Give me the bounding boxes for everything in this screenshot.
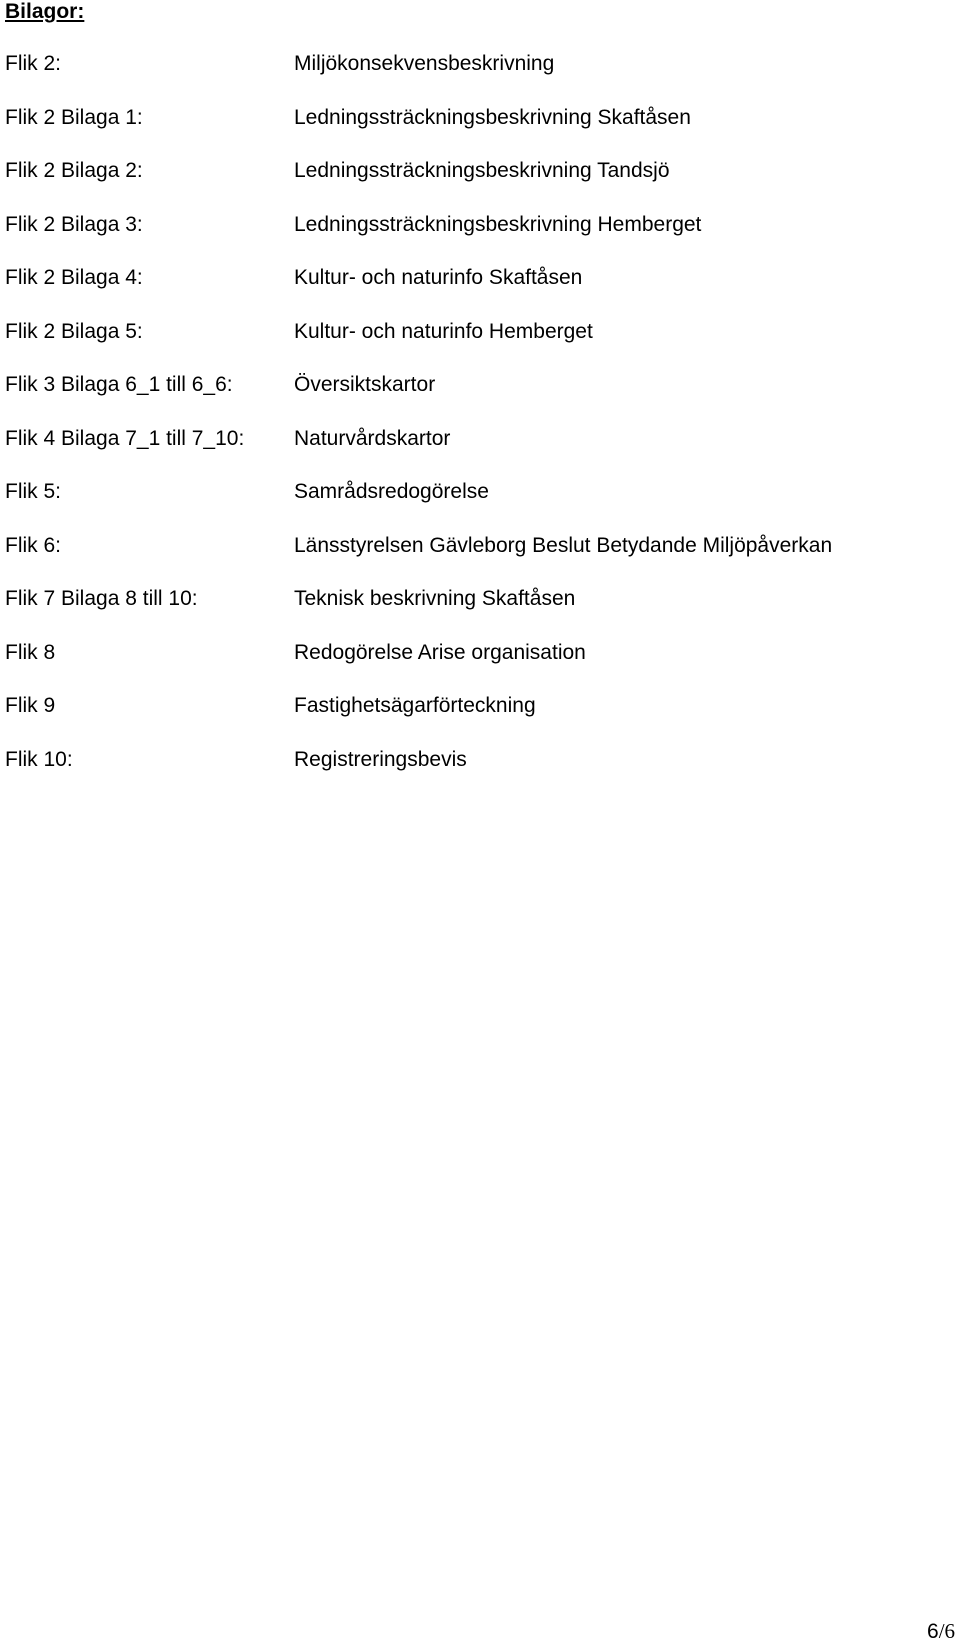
- list-item: [0, 210, 960, 240]
- attachment-description: Kultur- och naturinfo Hemberget: [294, 319, 593, 343]
- list-item: [0, 263, 960, 293]
- tab-label: Flik 9: [5, 694, 56, 717]
- tab-label: Flik 4 Bilaga 7_1 till 7_10:: [5, 426, 245, 450]
- attachment-description: Miljökonsekvensbeskrivning: [294, 52, 555, 75]
- attachment-description: Teknisk beskrivning Skaftåsen: [294, 587, 576, 610]
- list-item: [0, 156, 960, 186]
- tab-label: Flik 2 Bilaga 5:: [5, 319, 143, 343]
- attachment-description: Ledningssträckningsbeskrivning Tandsjö: [294, 159, 670, 182]
- list-item: [0, 49, 960, 79]
- attachments-heading: Bilagor:: [5, 0, 85, 23]
- tab-label: Flik 8: [5, 640, 56, 664]
- list-item: [0, 531, 960, 561]
- tab-label: Flik 2 Bilaga 3:: [5, 212, 143, 236]
- tab-label: Flik 7 Bilaga 8 till 10:: [5, 587, 198, 610]
- list-item: [0, 424, 960, 454]
- list-item: [0, 370, 960, 400]
- attachment-description: Ledningssträckningsbeskrivning Hemberget: [294, 212, 702, 236]
- list-item: [0, 584, 960, 614]
- list-item: [0, 103, 960, 133]
- attachment-description: Redogörelse Arise organisation: [294, 640, 586, 664]
- tab-label: Flik 6:: [5, 533, 62, 557]
- attachment-description: Fastighetsägarförteckning: [294, 694, 536, 717]
- tab-label: Flik 5:: [5, 480, 62, 503]
- tab-label: Flik 2 Bilaga 2:: [5, 159, 143, 182]
- attachment-description: Översiktskartor: [294, 373, 436, 396]
- attachment-description: Ledningssträckningsbeskrivning Skaftåsen: [294, 105, 691, 129]
- tab-label: Flik 10:: [5, 747, 73, 771]
- page-total: 6: [944, 1619, 956, 1643]
- page-separator: /: [938, 1619, 945, 1643]
- tab-label: Flik 2:: [5, 52, 62, 75]
- list-item: [0, 477, 960, 507]
- tab-label: Flik 2 Bilaga 4:: [5, 266, 143, 289]
- tab-label: Flik 3 Bilaga 6_1 till 6_6:: [5, 373, 233, 396]
- attachment-description: Naturvårdskartor: [294, 426, 451, 450]
- page-current: 6: [927, 1620, 939, 1643]
- list-item: [0, 691, 960, 721]
- attachment-description: Samrådsredogörelse: [294, 480, 489, 503]
- page-number: [927, 1618, 955, 1645]
- list-item: [0, 745, 960, 775]
- list-item: [0, 638, 960, 668]
- tab-label: Flik 2 Bilaga 1:: [5, 105, 143, 129]
- attachment-description: Länsstyrelsen Gävleborg Beslut Betydande Miljöpåverkan: [294, 533, 833, 557]
- list-item: [0, 317, 960, 347]
- attachment-description: Registreringsbevis: [294, 747, 467, 771]
- attachment-description: Kultur- och naturinfo Skaftåsen: [294, 266, 583, 289]
